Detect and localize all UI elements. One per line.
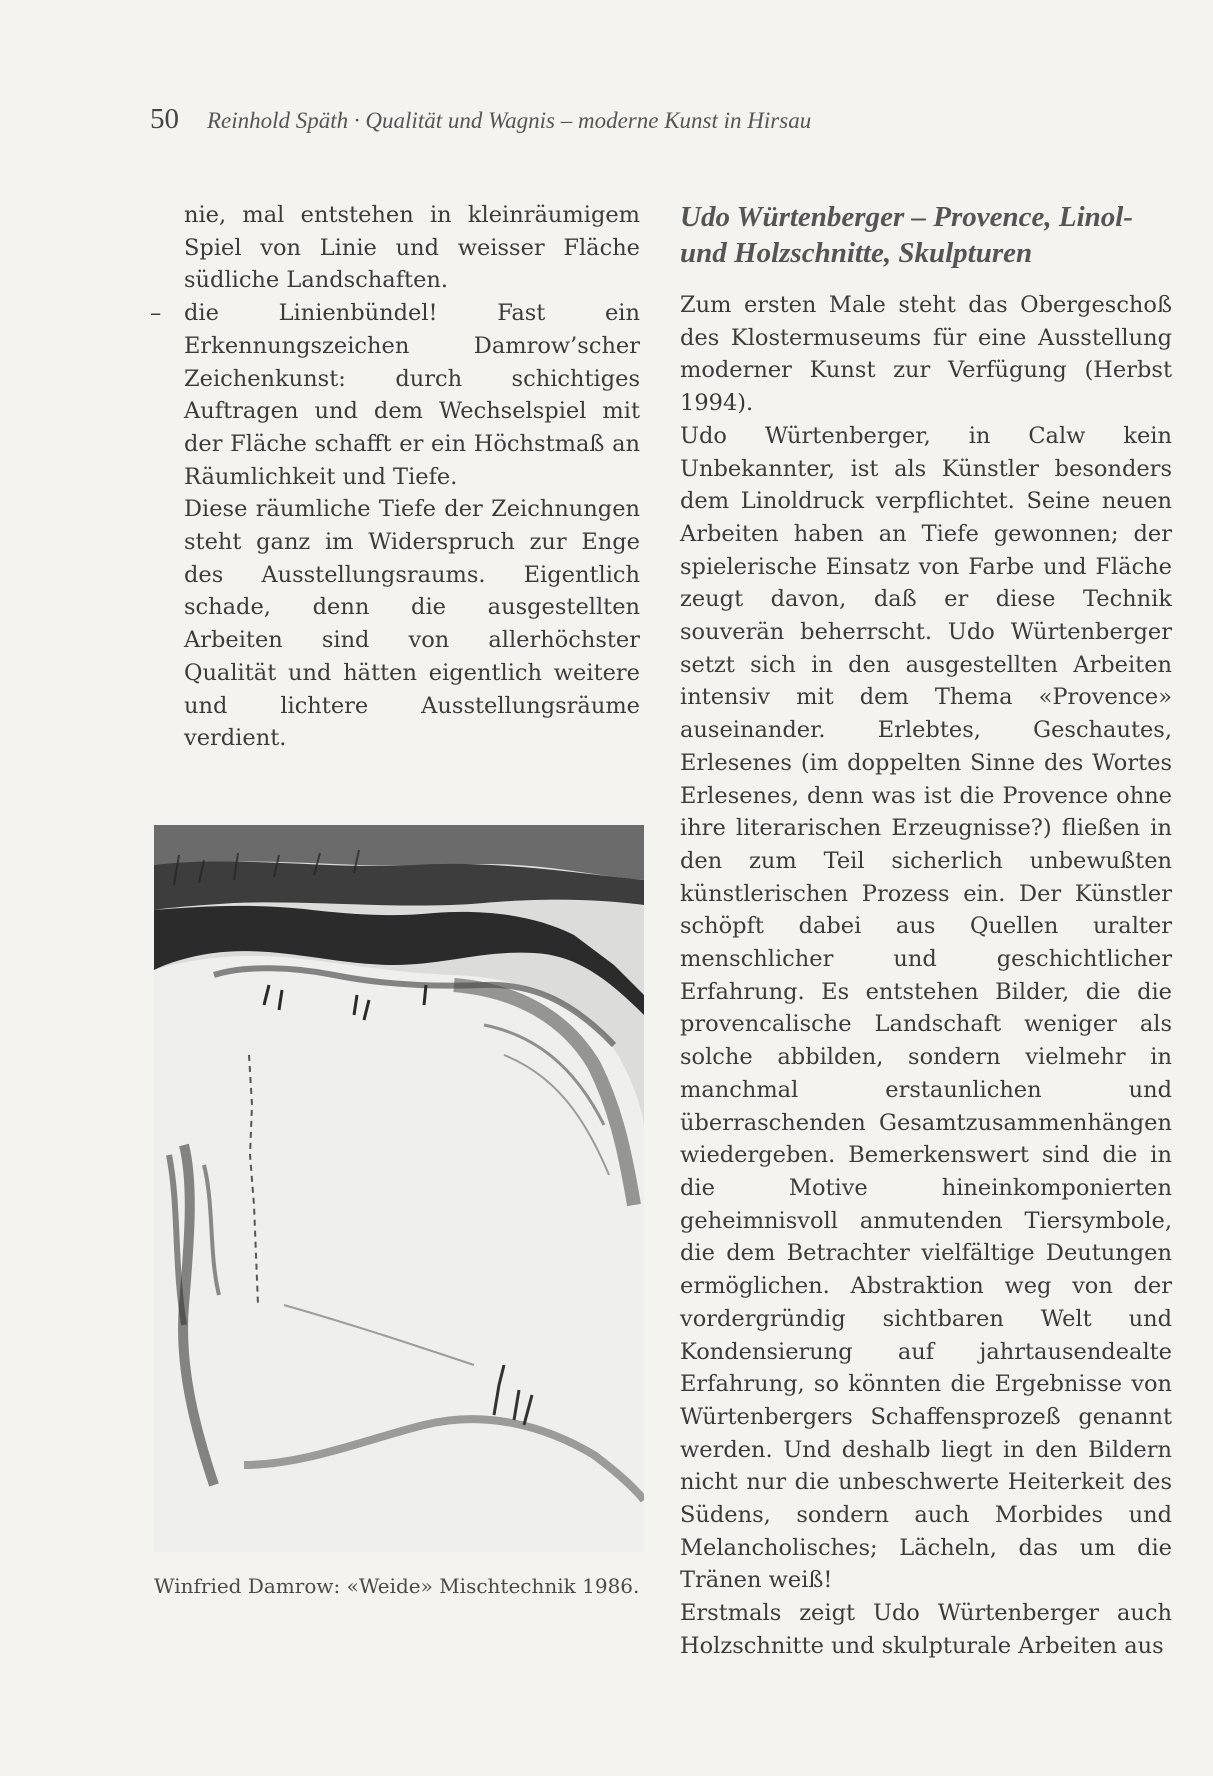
artwork-figure: [154, 825, 644, 1552]
left-paragraph-3: Diese räumliche Tiefe der Zeichnungen steht ganz im Widerspruch zur Enge des Ausstellungsraums. Eigentlich schade, denn die ausgestellten Arbeiten sind von allerhöchster Qualität und hätten eigentlich weitere und lichtere Ausstellungsräume verdient.: [184, 496, 640, 752]
running-head: Reinhold Späth · Qualität und Wagnis – moderne Kunst in Hirsau: [207, 108, 812, 133]
bullet-item: [150, 297, 640, 493]
right-paragraph-1: Zum ersten Male steht das Obergeschoß des Klostermuseums für eine Ausstellung moderner Kunst zur Verfügung (Herbst 1994).: [680, 292, 1172, 417]
section-heading: Udo Würtenberger – Provence, Linol- und Holzschnitte, Skulpturen: [680, 201, 1133, 269]
artwork-image: [154, 825, 644, 1552]
right-paragraph-3: Erstmals zeigt Udo Würtenberger auch Holzschnitte und skulpturale Arbeiten aus: [680, 1600, 1172, 1659]
left-paragraph-2: die Linienbündel! Fast ein Erkennungszeichen Damrow’scher Zeichenkunst: durch schichtiges Auftragen und dem Wechselspiel mit der Fläche schafft er ein Höchstmaß an Räumlichkeit und Tiefe.: [184, 300, 640, 490]
left-column: [150, 199, 640, 755]
right-column: [680, 199, 1172, 1663]
page-header: [150, 103, 1153, 136]
page-number: 50: [150, 103, 179, 135]
left-paragraph-1: nie, mal entstehen in kleinräumigem Spiel von Linie und weisser Fläche südliche Landschaften.: [184, 202, 640, 294]
bullet-dash: –: [150, 300, 162, 327]
figure-caption: Winfried Damrow: «Weide» Mischtechnik 1986.: [154, 1574, 640, 1598]
right-paragraph-2: Udo Würtenberger, in Calw kein Unbekannter, ist als Künstler besonders dem Linoldruck verpflichtet. Seine neuen Arbeiten haben an Tiefe gewonnen; der spielerische Einsatz von Farbe und Fläche zeugt davon, daß er diese Technik souverän beherrscht. Udo Würtenberger setzt sich in den ausgestellten Arbeiten intensiv mit dem Thema «Provence» auseinander. Erlebtes, Geschautes, Erlesenes (im doppelten Sinne des Wortes Erlesenes, denn was ist die Provence ohne ihre literarischen Erzeugnisse?) fließen in den zum Teil sicherlich unbewußten künstlerischen Prozess ein. Der Künstler schöpft dabei aus Quellen uralter menschlicher und geschichtlicher Erfahrung. Es entstehen Bilder, die die provencalische Landschaft weniger als solche abbilden, sondern vielmehr in manchmal erstaunlichen und überraschenden Gesamtzusammenhängen wiedergeben. Bemerkenswert sind die in die Motive hineinkomponierten geheimnisvoll anmutenden Tiersymbole, die dem Betrachter vielfältige Deutungen ermöglichen. Abstraktion weg von der vordergründig sichtbaren Welt und Kondensierung auf jahrtausendealte Erfahrung, so könnten die Ergebnisse von Würtenbergers Schaffensprozeß genannt werden. Und deshalb liegt in den Bildern nicht nur die unbeschwerte Heiterkeit des Südens, sondern auch Morbides und Melancholisches; Lächeln, das um die Tränen weiß!: [680, 422, 1172, 1594]
